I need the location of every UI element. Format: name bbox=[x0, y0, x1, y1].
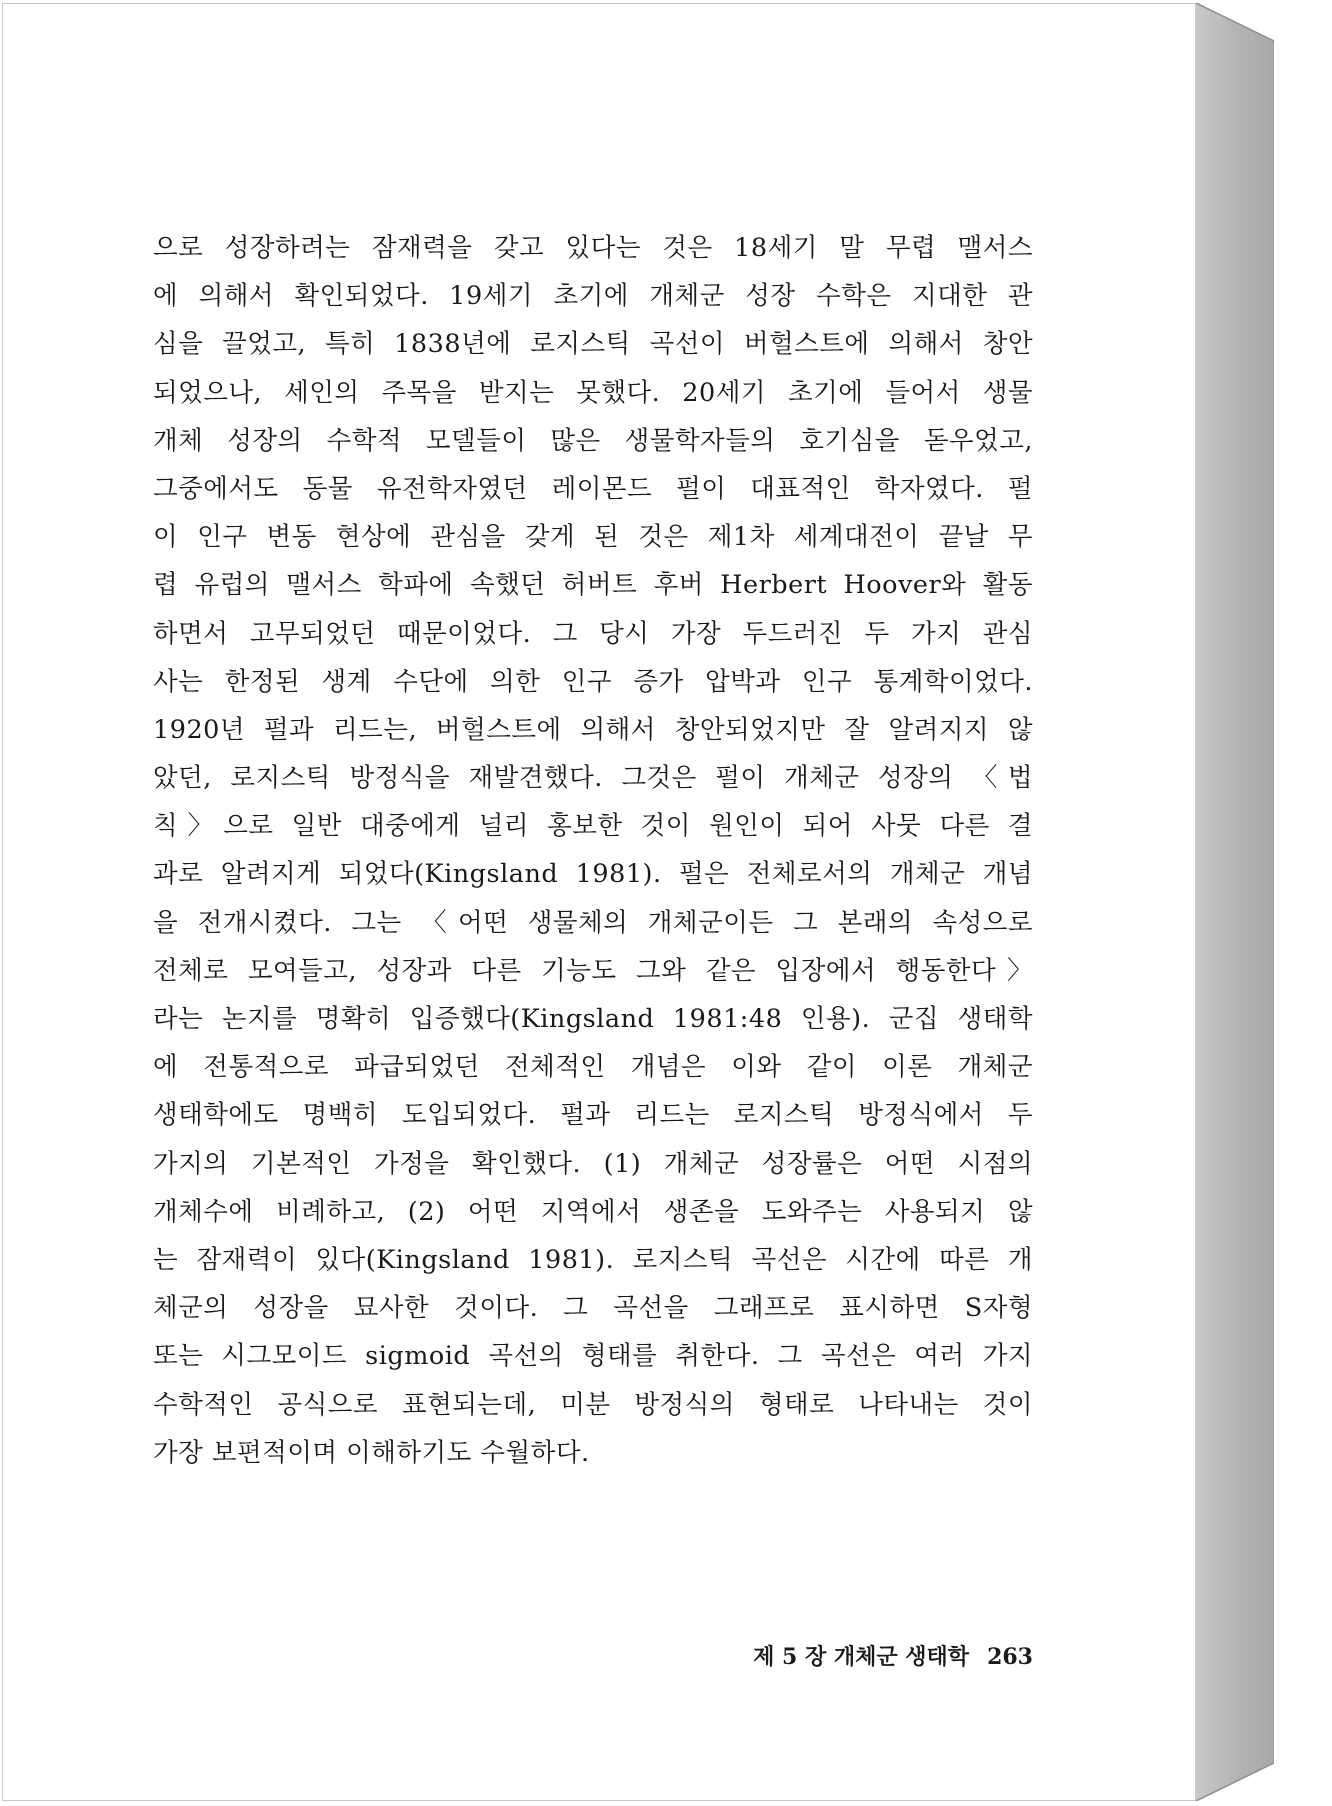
text-line: 사는 한정된 생계 수단에 의한 인구 증가 압박과 인구 통계학이었다. bbox=[153, 666, 1033, 697]
text-line: 라는 논지를 명확히 입증했다(Kingsland 1981:48 인용). 군집 생태학 bbox=[153, 1004, 1033, 1034]
text-line: 생태학에도 명백히 도입되었다. 펄과 리드는 로지스틱 방정식에서 두 bbox=[153, 1100, 1033, 1131]
text-line: 개체수에 비례하고, (2) 어떤 지역에서 생존을 도와주는 사용되지 않 bbox=[153, 1196, 1033, 1227]
text-line: 체군의 성장을 묘사한 것이다. 그 곡선을 그래프로 표시하면 S자형 bbox=[153, 1293, 1033, 1324]
body-paragraph bbox=[153, 224, 1033, 1477]
text-line: 렵 유럽의 맬서스 학파에 속했던 허버트 후버 Herbert Hoover와 활동 bbox=[153, 570, 1033, 601]
text-line: 는 잠재력이 있다(Kingsland 1981). 로지스틱 곡선은 시간에 따른 개 bbox=[153, 1244, 1033, 1275]
running-footer bbox=[723, 1640, 1033, 1671]
text-line: 에 전통적으로 파급되었던 전체적인 개념은 이와 같이 이론 개체군 bbox=[153, 1052, 1033, 1083]
text-line: 가지의 기본적인 가정을 확인했다. (1) 개체군 성장률은 어떤 시점의 bbox=[153, 1148, 1033, 1179]
text-line: 심을 끌었고, 특히 1838년에 로지스틱 곡선이 버헐스트에 의해서 창안 bbox=[153, 329, 1033, 360]
text-line: 과로 알려지게 되었다(Kingsland 1981). 펄은 전체로서의 개체군 개념 bbox=[153, 859, 1033, 890]
text-line: 으로 성장하려는 잠재력을 갖고 있다는 것은 18세기 말 무렵 맬서스 bbox=[153, 233, 1033, 263]
text-line: 전체로 모여들고, 성장과 다른 기능도 그와 같은 입장에서 행동한다〉 bbox=[153, 955, 1033, 986]
text-line: 또는 시그모이드 sigmoid 곡선의 형태를 취한다. 그 곡선은 여러 가지 bbox=[153, 1341, 1033, 1372]
page-number: 263 bbox=[987, 1644, 1033, 1670]
book-page bbox=[2, 3, 1196, 1801]
text-line: 그중에서도 동물 유전학자였던 레이몬드 펄이 대표적인 학자였다. 펄 bbox=[153, 473, 1033, 504]
text-line: 에 의해서 확인되었다. 19세기 초기에 개체군 성장 수학은 지대한 관 bbox=[153, 281, 1033, 312]
text-line: 이 인구 변동 현상에 관심을 갖게 된 것은 제1차 세계대전이 끝날 무 bbox=[153, 522, 1033, 553]
text-line: 1920년 펄과 리드는, 버헐스트에 의해서 창안되었지만 잘 알려지지 않 bbox=[153, 714, 1033, 745]
text-line: 하면서 고무되었던 때문이었다. 그 당시 가장 두드러진 두 가지 관심 bbox=[153, 618, 1033, 649]
text-line: 개체 성장의 수학적 모델들이 많은 생물학자들의 호기심을 돋우었고, bbox=[153, 425, 1033, 456]
text-line: 되었으나, 세인의 주목을 받지는 못했다. 20세기 초기에 들어서 생물 bbox=[153, 377, 1033, 408]
text-line: 칙〉으로 일반 대중에게 널리 홍보한 것이 원인이 되어 사뭇 다른 결 bbox=[153, 811, 1033, 842]
text-line: 을 전개시켰다. 그는 〈어떤 생물체의 개체군이든 그 본래의 속성으로 bbox=[153, 907, 1033, 938]
book-edge-shading bbox=[1196, 3, 1274, 1801]
text-line: 가장 보편적이며 이해하기도 수월하다. bbox=[153, 1437, 590, 1468]
chapter-title: 제 5 장 개체군 생태학 bbox=[753, 1644, 970, 1670]
text-line: 았던, 로지스틱 방정식을 재발견했다. 그것은 펄이 개체군 성장의 〈법 bbox=[153, 763, 1033, 794]
text-line: 수학적인 공식으로 표현되는데, 미분 방정식의 형태로 나타내는 것이 bbox=[153, 1389, 1033, 1420]
